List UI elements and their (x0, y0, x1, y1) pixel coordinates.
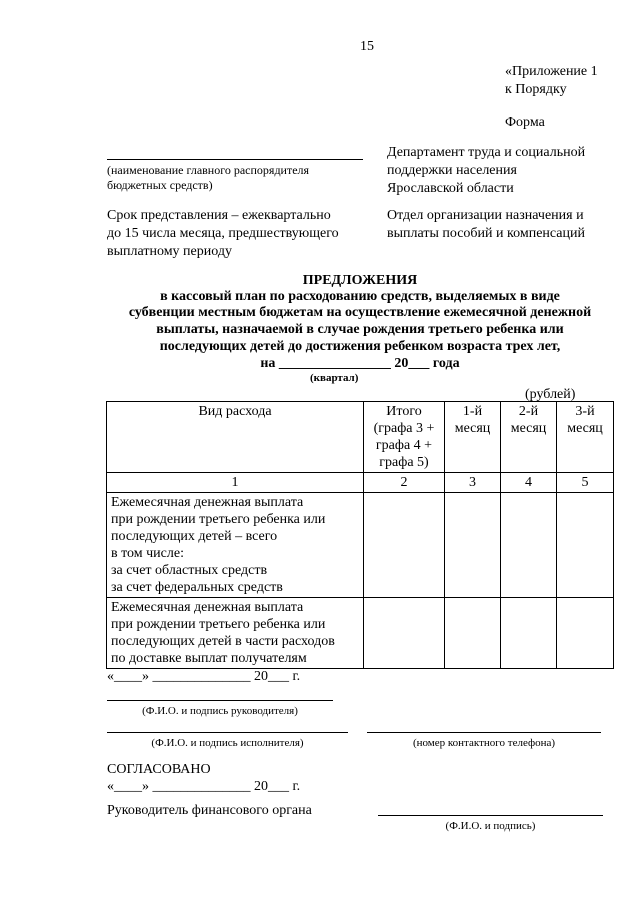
units-label: (рублей) (525, 387, 576, 402)
distributor-caption-2: бюджетных средств) (107, 178, 213, 192)
expense-cell-monthly-total: Ежемесячная денежная выплата при рождении третьего ребенка или последующих детей – всего в том числе: за счет областных средств за счет федеральных средств (107, 493, 364, 598)
deadline-line-1: Срок представления – ежеквартально (107, 208, 331, 223)
phone-line (367, 732, 601, 733)
header-month-3: 3-й месяц (557, 402, 614, 473)
proposals-table (106, 401, 614, 669)
distributor-name-line (107, 159, 363, 160)
department-line-2: поддержки населения (387, 163, 517, 178)
column-number: 5 (557, 473, 614, 493)
executor-caption: (Ф.И.О. и подпись исполнителя) (151, 737, 304, 749)
table-row (107, 598, 614, 669)
total-value-cell[interactable] (364, 598, 445, 669)
deadline-line-3: выплатному периоду (107, 244, 232, 259)
deadline-line-2: до 15 числа месяца, предшествующего (107, 226, 339, 241)
quarter-caption: (квартал) (310, 372, 359, 384)
financial-head-label: Руководитель финансового органа (107, 803, 312, 818)
head-signature-line (107, 700, 333, 701)
expense-cell-delivery: Ежемесячная денежная выплата при рождении третьего ребенка или последующих детей в части расходов по доставке выплат получателям (107, 598, 364, 669)
month-2-value-cell[interactable] (501, 598, 557, 669)
executor-signature-line (107, 732, 348, 733)
department-line-1: Департамент труда и социальной (387, 145, 586, 160)
month-2-value-cell[interactable] (501, 493, 557, 598)
agreed-label: СОГЛАСОВАНО (107, 762, 211, 777)
table-header-row (107, 402, 614, 473)
appendix-line-2: к Порядку (505, 82, 567, 97)
month-3-value-cell[interactable] (557, 493, 614, 598)
month-1-value-cell[interactable] (445, 598, 501, 669)
total-value-cell[interactable] (364, 493, 445, 598)
title-line-2: субвенции местным бюджетам на осуществление ежемесячной денежной (128, 305, 592, 320)
title-line-5-quarter: на ________________ 20___ года (260, 356, 460, 371)
header-expense-type: Вид расхода (107, 402, 364, 473)
head-caption: (Ф.И.О. и подпись руководителя) (142, 705, 298, 717)
date-line: «____» ______________ 20___ г. (107, 669, 301, 684)
office-line-2: выплаты пособий и компенсаций (387, 226, 585, 241)
distributor-caption-1: (наименование главного распорядителя (107, 163, 310, 177)
department-line-3: Ярославской области (387, 181, 514, 196)
phone-caption: (номер контактного телефона) (412, 737, 556, 749)
financial-head-signature-line (378, 815, 603, 816)
table-row (107, 493, 614, 598)
column-number: 1 (107, 473, 364, 493)
header-month-2: 2-й месяц (501, 402, 557, 473)
title-line-4: последующих детей до достижения ребенком возраста трех лет, (159, 339, 561, 354)
form-label: Форма (505, 115, 545, 130)
column-number: 2 (364, 473, 445, 493)
title-line-3: выплаты, назначаемой в случае рождения третьего ребенка или (156, 322, 564, 337)
office-line-1: Отдел организации назначения и (387, 208, 584, 223)
appendix-line-1: «Приложение 1 (505, 64, 598, 79)
table-number-row (107, 473, 614, 493)
header-month-1: 1-й месяц (445, 402, 501, 473)
title-line-1: в кассовый план по расходованию средств, выделяемых в виде (160, 289, 560, 304)
document-heading: ПРЕДЛОЖЕНИЯ (302, 273, 418, 288)
page-number: 15 (360, 39, 374, 54)
month-3-value-cell[interactable] (557, 598, 614, 669)
header-total: Итого (графа 3 + графа 4 + графа 5) (364, 402, 445, 473)
agreed-date-line: «____» ______________ 20___ г. (107, 779, 301, 794)
month-1-value-cell[interactable] (445, 493, 501, 598)
column-number: 4 (501, 473, 557, 493)
column-number: 3 (445, 473, 501, 493)
financial-head-caption: (Ф.И.О. и подпись) (445, 820, 536, 832)
